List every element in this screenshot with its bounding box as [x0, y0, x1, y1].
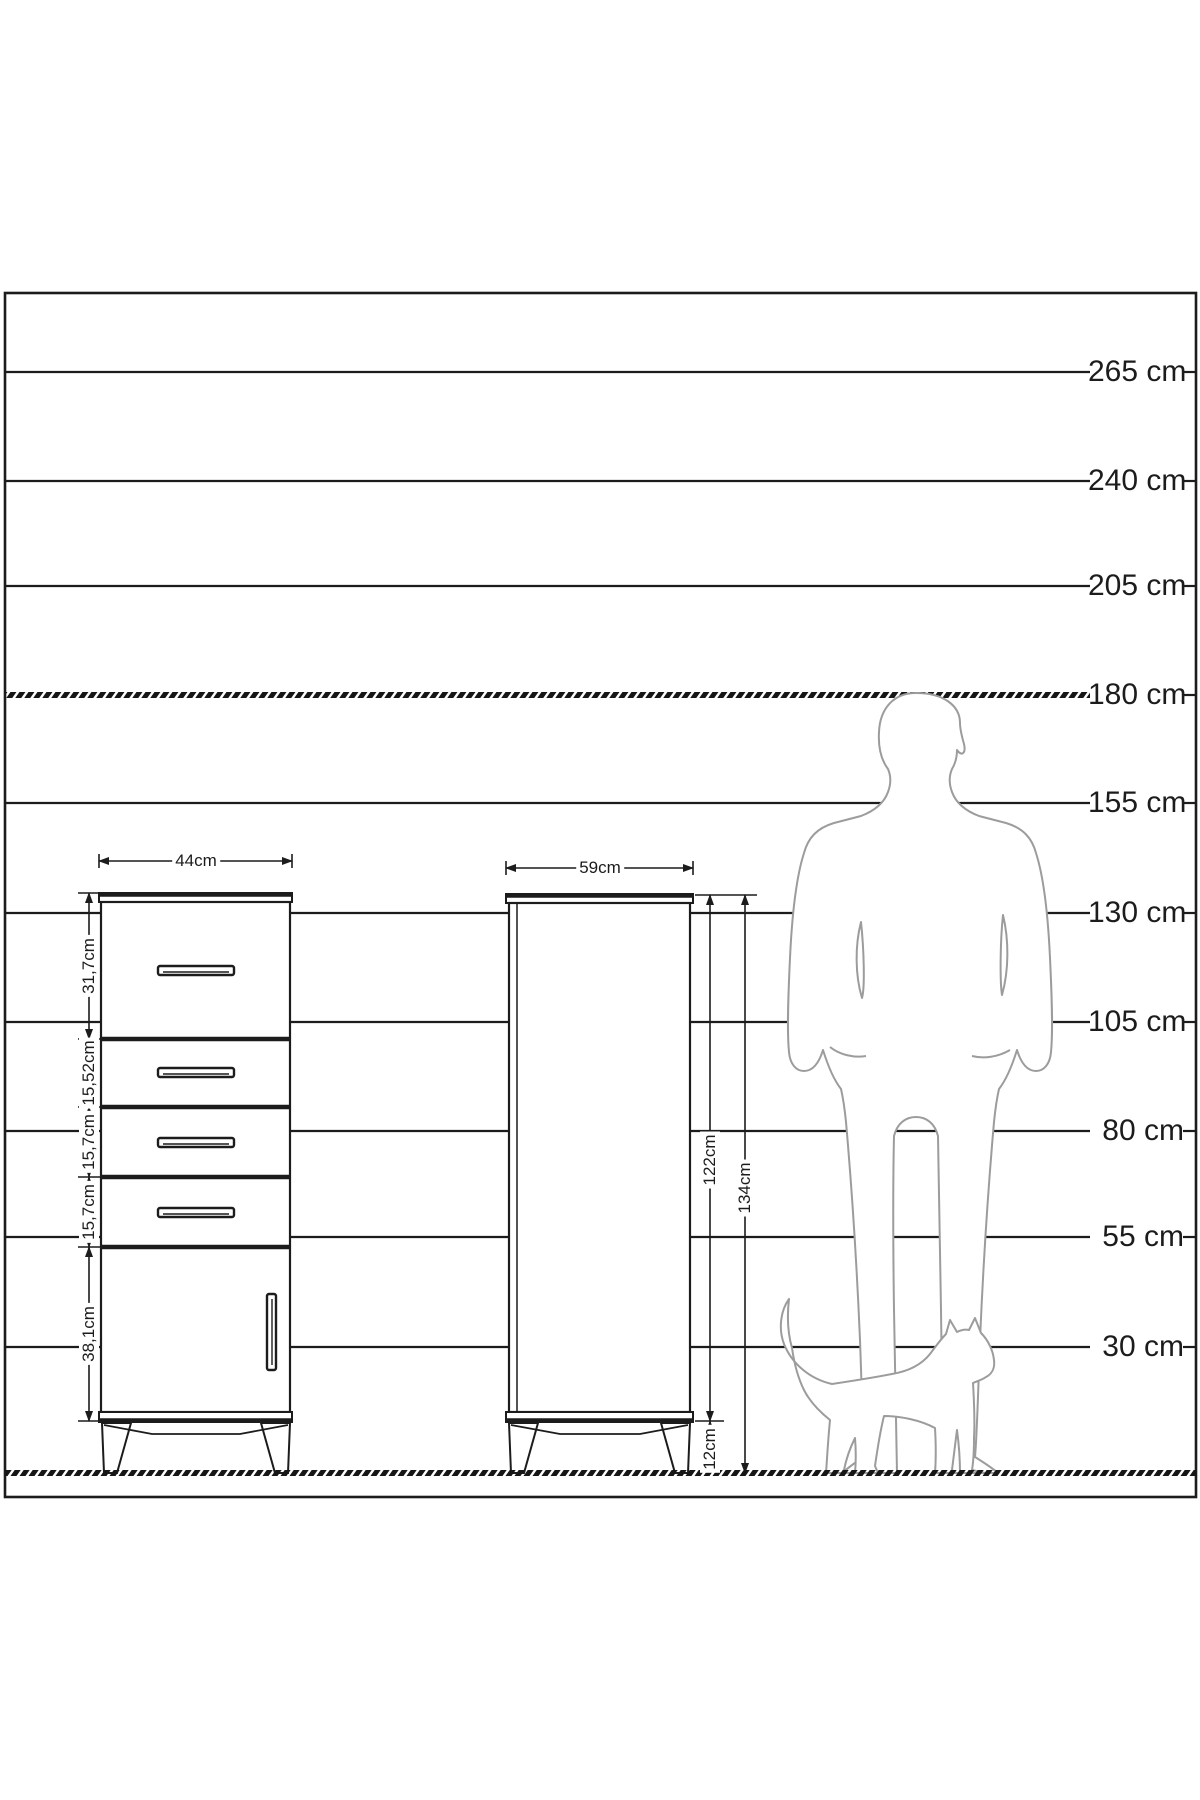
scale-label-105: 105 cm [1088, 1005, 1187, 1038]
scale-label-180: 180 cm [1088, 678, 1187, 711]
chest-width-label: 44cm [172, 851, 220, 871]
scale-label-80: 80 cm [1102, 1114, 1184, 1147]
cabinet-leg-left [509, 1423, 538, 1473]
drawer-handle [158, 1068, 234, 1077]
chest-section-label-2: 15,52cm [79, 1037, 99, 1108]
scale-label-130: 130 cm [1088, 896, 1187, 929]
drawer-handle [158, 1208, 234, 1217]
scale-label-155: 155 cm [1088, 786, 1187, 819]
chest-section-label-3: 15,7cm [79, 1111, 99, 1173]
chest-of-drawers [99, 893, 292, 1473]
cabinet-total-height-label: 134cm [735, 1159, 755, 1216]
cabinet-leg-height-label: 12cm [700, 1425, 720, 1473]
scale-label-265: 265 cm [1088, 355, 1187, 388]
cabinet-leg-right [661, 1423, 690, 1473]
drawer-handle [158, 966, 234, 975]
chest-body [101, 902, 290, 1412]
chest-leg-left [102, 1423, 131, 1473]
person-silhouette [788, 693, 1052, 1473]
cabinet-body-height-label: 122cm [700, 1131, 720, 1188]
drawer-handle [158, 1138, 234, 1147]
chest-section-label-1: 31,7cm [79, 935, 99, 997]
chest-leg-right [261, 1423, 290, 1473]
scale-label-55: 55 cm [1102, 1220, 1184, 1253]
cabinet-legs [509, 1423, 690, 1473]
scale-label-ticks [1183, 372, 1196, 1347]
chest-section-label-4: 15,7cm [79, 1181, 99, 1243]
scale-label-205: 205 cm [1088, 569, 1187, 602]
chest-leg-stretcher [104, 1425, 288, 1434]
cabinet-width-label: 59cm [576, 858, 624, 878]
chest-section-label-5: 38,1cm [79, 1303, 99, 1365]
tall-cabinet [506, 894, 693, 1473]
scale-label-30: 30 cm [1102, 1330, 1184, 1363]
scale-label-240: 240 cm [1088, 464, 1187, 497]
ground-line-hatched [5, 1470, 1196, 1476]
person-outline [788, 693, 1052, 1473]
cabinet-body [509, 903, 690, 1412]
chest-legs [102, 1423, 290, 1473]
